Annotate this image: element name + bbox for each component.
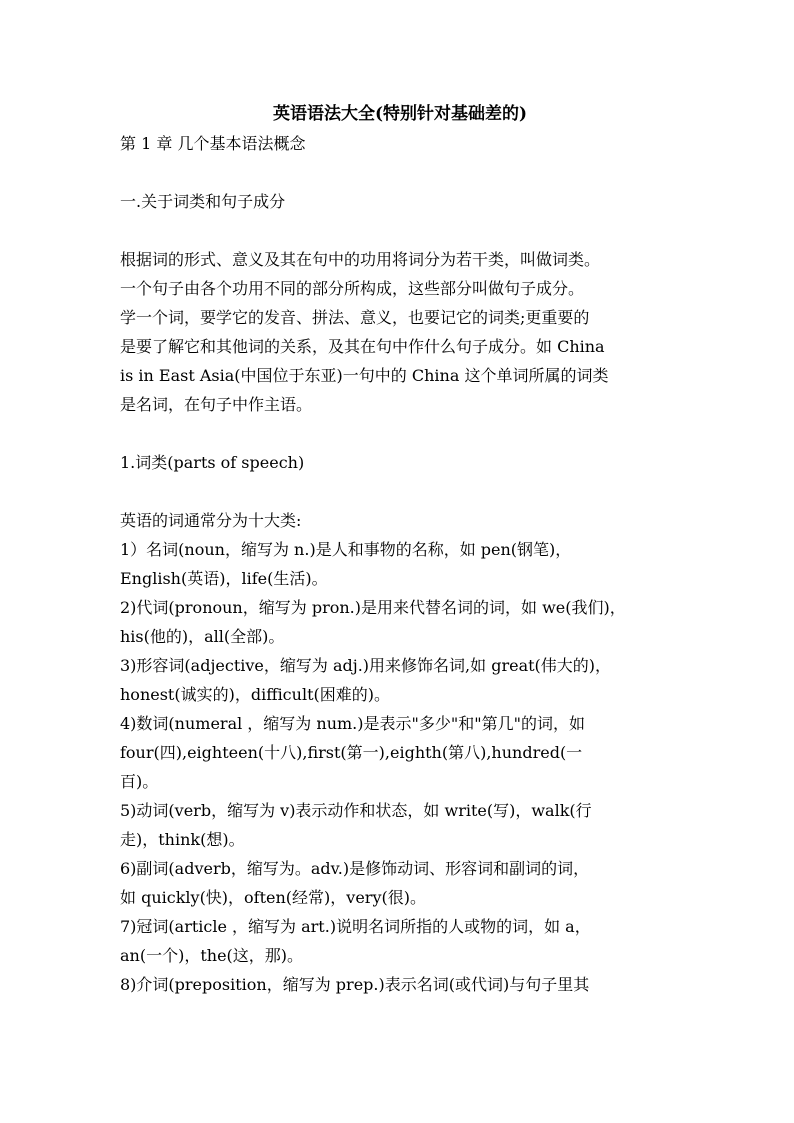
list-line: 5)动词(verb，缩写为 v)表示动作和状态，如 write(写)，walk(行 — [120, 801, 592, 820]
list-line: honest(诚实的)，difficult(困难的)。 — [120, 685, 390, 704]
list-line: 7)冠词(article ，缩写为 art.)说明名词所指的人或物的词，如 a， — [120, 917, 591, 936]
list-line: 4)数词(numeral ，缩写为 num.)是表示"多少"和"第几"的词，如 — [120, 714, 585, 733]
intro-line: 根据词的形式、意义及其在句中的功用将词分为若干类，叫做词类。 — [120, 250, 601, 269]
list-line: 如 quickly(快)，often(经常)，very(很)。 — [120, 888, 426, 907]
list-line: English(英语)，life(生活)。 — [120, 569, 328, 588]
intro-line: 学一个词，要学它的发音、拼法、意义，也要记它的词类;更重要的 — [120, 308, 590, 327]
document-body — [120, 100, 680, 999]
list-line: 百)。 — [120, 772, 159, 791]
list-line: 6)副词(adverb，缩写为。adv.)是修饰动词、形容词和副词的词， — [120, 859, 590, 878]
list-line: 走)，think(想)。 — [120, 830, 245, 849]
list-intro: 英语的词通常分为十大类: — [120, 511, 302, 530]
list-line: 3)形容词(adjective，缩写为 adj.)用来修饰名词,如 great(伟大的)， — [120, 656, 612, 675]
list-line: 8)介词(preposition，缩写为 prep.)表示名词(或代词)与句子里其 — [120, 975, 590, 994]
intro-line: 是要了解它和其他词的关系，及其在句中作什么句子成分。如 China — [120, 337, 605, 356]
list-line: an(一个)，the(这，那)。 — [120, 946, 304, 965]
blank-line — [120, 477, 680, 506]
list-line: his(他的)，all(全部)。 — [120, 627, 285, 646]
intro-line: 是名词，在句子中作主语。 — [120, 395, 313, 414]
subsection-heading: 1.词类(parts of speech) — [120, 453, 305, 472]
list-line: four(四),eighteen(十八),first(第一),eighth(第八),hundred(一 — [120, 743, 583, 762]
intro-line: is in East Asia(中国位于东亚)一句中的 China 这个单词所属的词类 — [120, 366, 609, 385]
blank-line — [120, 158, 680, 187]
blank-line — [120, 419, 680, 448]
document-title: 英语语法大全(特别针对基础差的) — [272, 104, 528, 124]
section-heading: 一.关于词类和句子成分 — [120, 192, 286, 211]
intro-line: 一个句子由各个功用不同的部分所构成，这些部分叫做句子成分。 — [120, 279, 585, 298]
blank-line — [120, 216, 680, 245]
chapter-heading: 第 1 章 几个基本语法概念 — [120, 134, 306, 153]
list-line: 1）名词(noun，缩写为 n.)是人和事物的名称，如 pen(钢笔)， — [120, 540, 572, 559]
list-line: 2)代词(pronoun，缩写为 pron.)是用来代替名词的词，如 we(我们)， — [120, 598, 626, 617]
